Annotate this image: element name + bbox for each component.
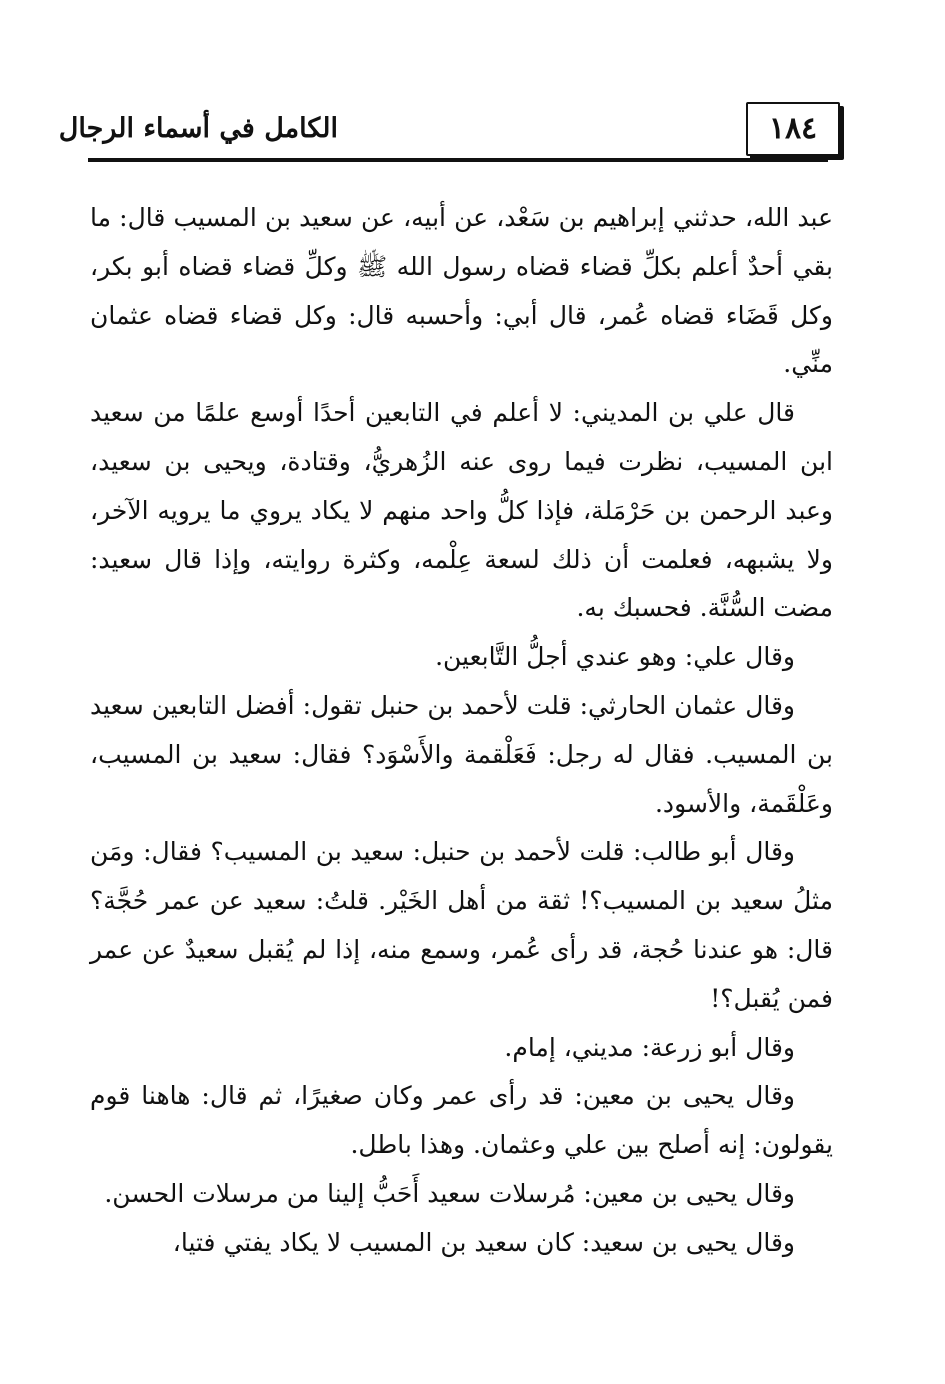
- paragraph: قال علي بن المديني: لا أعلم في التابعين أحدًا أوسع علمًا من سعيد ابن المسيب، نظرت فيما روى عنه الزُهريُّ، وقتادة، ويحيى بن سعيد، وعبد الرحمن بن حَرْمَلة، فإذا كلُّ واحد منهم لا يكاد يروي ما يرويه الآخر، ولا يشبهه، فعلمت أن ذلك لسعة عِلْمه، وكثرة روايته، وإذا قال سعيد: مضت السُّنَّة. فحسبك به.: [90, 398, 833, 623]
- paragraph: وقال يحيى بن معين: قد رأى عمر وكان صغيرًا، ثم قال: هاهنا قوم يقولون: إنه أصلح بين علي وعثمان. وهذا باطل.: [90, 1081, 833, 1160]
- paragraph: عبد الله، حدثني إبراهيم بن سَعْد، عن أبيه، عن سعيد بن المسيب قال: ما بقي أحدٌ أعلم بكلِّ قضاء قضاه رسول الله ﷺ وكلِّ قضاء قضاه أبو بكر، وكل قَضَاء قضاه عُمر، قال أبي: وأحسبه قال: وكل قضاء قضاه عثمان منِّي.: [90, 203, 833, 379]
- page-number: ١٨٤: [746, 102, 840, 156]
- main-text: [90, 194, 833, 1268]
- header-rule: [88, 158, 828, 162]
- paragraph: وقال أبو طالب: قلت لأحمد بن حنبل: سعيد بن المسيب؟ فقال: ومَن مثلُ سعيد بن المسيب؟! ثقة من أهل الخَيْر. قلتُ: سعيد عن عمر حُجَّة؟ قال: هو عندنا حُجة، قد رأى عُمر، وسمع منه، إذا لم يُقبل سعيدٌ عن عمر فمن يُقبل؟!: [90, 837, 833, 1013]
- paragraph: وقال أبو زرعة: مديني، إمام.: [504, 1032, 795, 1062]
- page-header: [58, 100, 840, 162]
- paragraph: وقال يحيى بن سعيد: كان سعيد بن المسيب لا يكاد يفتي فتيا،: [172, 1227, 795, 1257]
- paragraph: وقال يحيى بن معين: مُرسلات سعيد أَحَبُّ إلينا من مرسلات الحسن.: [104, 1178, 795, 1208]
- paragraph: وقال علي: وهو عندي أجلُّ التَّابعين.: [435, 642, 795, 672]
- paragraph: وقال عثمان الحارثي: قلت لأحمد بن حنبل تقول: أفضل التابعين سعيد بن المسيب. فقال له رجل: فَعَلْقمة والأَسْوَد؟ فقال: سعيد بن المسيب، وعَلْقَمة، والأسود.: [90, 690, 833, 818]
- running-title: الكامل في أسماء الرجال: [58, 113, 338, 144]
